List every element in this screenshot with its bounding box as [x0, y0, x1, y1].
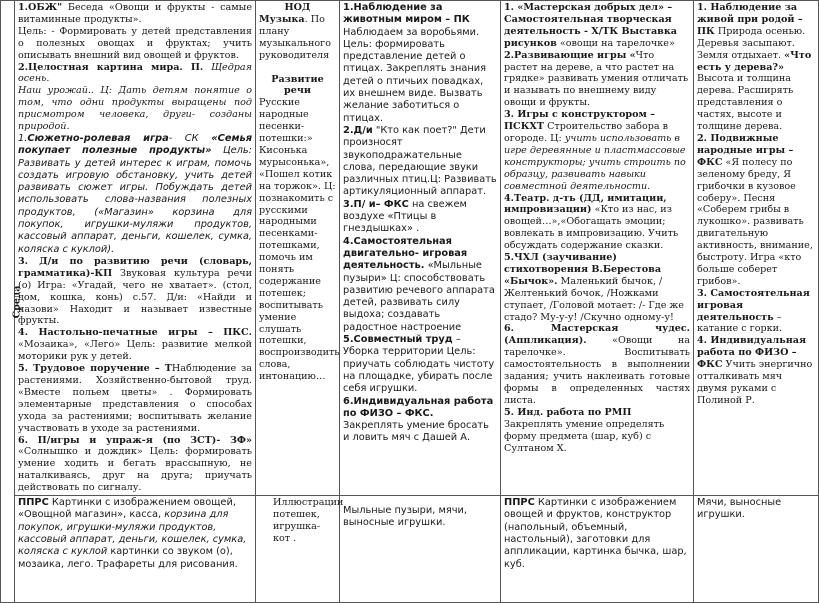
lessons-cell: [256, 1, 340, 496]
self-play-heading: 3. Самостоятельная игровая деятельность: [697, 287, 810, 323]
speech-text: Русские народные песенки-потешки:» Кисонька мурысонька», «Пошел котик на торжок». Ц: познакомить с русскими народными песенками-потешками, помочь им понять содержание потешек; воспитывать умение слушать потешки, воспроизводить слова, интонацию…: [259, 97, 340, 383]
environment-text-2: Иллюстрации потешек, игрушка-кот .: [273, 497, 344, 544]
environment-cell-2: [256, 496, 344, 603]
roleplay-title: «Семья покупает полезные продукты»: [18, 132, 252, 157]
environment-text-1: Картинки с изображением овощей, «Овощной магазин», касса,: [18, 497, 236, 521]
day-row: [1, 1, 819, 496]
math-work-heading: 5. Инд. работа по РМП: [504, 406, 632, 418]
labor-heading: 5. Трудовое поручение – Т: [18, 363, 172, 375]
environment-row: [1, 496, 819, 603]
environment-cell-5: [694, 496, 819, 603]
outdoor-games-text: «Солнышко и дождик» Цель: формировать умение ходить и бегать врассыпную, не наталкиваясь, друг на друга; приучать действовать по сигналу.: [18, 446, 252, 494]
nature-heading: 1. Наблюдение за живой при родой – ПК: [697, 2, 803, 37]
mobile-game-heading: 3.П/ и– ФКС: [343, 198, 409, 210]
roleplay-code: - СК: [168, 132, 199, 144]
individual-pe-text: Учить энергично отталкивать мяч двумя руками с Полиной Р.: [697, 359, 813, 406]
didactic-game-text: "Кто как поет?" Дети произносят звукоподражательные слова, передающие звуки различных птиц.Ц: Развивать артикуляционный аппарат.: [343, 124, 497, 198]
free-play-heading: 4.Самостоятельная двигательно- игровая деятельность.: [343, 235, 468, 272]
joint-labor-text: – Уборка территории Цель: приучать соблюдать чистоту на площадке, убирать после себя игрушки.: [343, 334, 495, 395]
mobile-game-text: на свежем воздухе «Птицы в гнездышках» .: [343, 198, 467, 235]
environment-cell-3: [340, 496, 501, 603]
nature-question: «Что есть у дерева?»: [697, 49, 812, 73]
speech-heading: Развитие речи: [271, 73, 324, 97]
individual-work-heading: 6.Индивидуальная работа по ФИЗО – ФКС.: [343, 395, 494, 419]
folk-games-heading: 2. Подвижные народные игры – ФКС: [697, 132, 794, 168]
speech-game-text: Звуковая культура речи (о) Игра: «Угадай, чего не хватает». (стол, дом, кошка, конь) с.57. Д/и: «Найди и назови» Находит и называет известные фрукты.: [18, 267, 252, 327]
nature-text-2: Высота и толщина дерева. Расширять представления о частях, высоте и толщине дерева.: [697, 73, 794, 133]
environment-text-5: Мячи, выносные игрушки.: [697, 497, 782, 521]
observation-text: Наблюдаем за воробьями. Цель: формировать представление детей о птицах. Закреплять знания детей о птичьих повадках, их внешнем виде. Вызвать желание заботиться о птицах.: [343, 26, 487, 124]
nature-text: Природа осенью. Деревья засыпают. Земля отдыхает.: [697, 25, 806, 61]
constructor-goal: учить использовать в игре деревянные и пластмассовые конструкторы; учить строить по образцу, развивать навыки совместной деятельности.: [504, 132, 686, 192]
free-play-text: «Мыльные пузыри» Ц: способствовать развитию речевого аппарата детей, развивать силу выдоха; создавать радостное настроение: [343, 260, 495, 333]
self-play-text: – катание с горки.: [697, 311, 783, 335]
workshop-text: «овощи на тарелочке»: [556, 37, 675, 49]
developing-games-heading: 2.Развивающие игры «: [504, 49, 636, 61]
obzh-goal: Цель: - Формировать у детей представления о полезных овощах и фруктах; учить описывать внешний вид овощей и фруктов.: [18, 25, 252, 61]
poem-heading: 5.ЧХЛ (заучивание) стихотворения В.Берестова «Бычок».: [504, 252, 662, 287]
didactic-game-heading: 2.Д/и: [343, 124, 373, 136]
individual-work-text: Закреплять умение бросать и ловить мяч с Дашей А.: [343, 420, 489, 444]
day-label: Среда: [11, 285, 23, 318]
speech-game-heading: 3. Д/и по развитию речи (словарь, грамматика)-КП: [18, 255, 252, 279]
theatre-heading: 4.Театр. д-ть (ДД, имитации, импровизации): [504, 192, 667, 216]
evening-activities-cell: [501, 1, 694, 496]
environment-text-1-italic: корзина для покупок, игрушки-муляжи продуктов, кассовый аппарат, деньги, кошелек, сумка, коляска с куклой: [18, 509, 247, 558]
workshop-heading: 1. «Мастерская добрых дел» – Самостоятельная творческая деятельность - Х/ТК Выставка рисунков: [504, 2, 677, 49]
lessons-title: НОД: [284, 2, 311, 13]
constructor-text: Строительство забора в огороде. Ц:: [504, 121, 669, 144]
walk-cell: [340, 1, 501, 496]
roleplay-text: Цель: Развивать у детей интерес к играм, помочь создать игровую обстановку, учить детей развивать сюжет игры. Побуждать детей использовать слова-названия полезных продуктов, («Магазин» корзина для покупок, игрушки-муляжи продуктов, кассовый аппарат, деньги, кошелек, сумка, коляска с куклой).: [18, 145, 252, 255]
board-games-heading: 4. Настольно-печатные игры – ПКС.: [18, 327, 252, 339]
environment-cell-1: [15, 496, 256, 603]
evening-walk-cell: [694, 1, 819, 496]
world-text: Наш урожай.. Ц: Дать детям понятие о том, что одни продукты выращены под присмотром человека, други- созданы природой.: [18, 85, 252, 133]
obzh-text: Беседа «Овощи и фрукты - самые витаминные продукты».: [18, 2, 252, 25]
joint-labor-heading: 5.Совместный труд: [343, 334, 453, 346]
outdoor-games-heading: 6. П/игры и упраж-я (по ЗСТ)- ЗФ»: [18, 434, 252, 446]
environment-heading-1: ППРС: [18, 497, 49, 509]
world-heading: 2.Целостная картина мира. П.: [18, 61, 204, 73]
music-heading: Музыка: [259, 13, 305, 25]
board-games-text: «Мозаика», «Лего» Цель: развитие мелкой моторики рук у детей.: [18, 339, 252, 363]
environment-heading-4: ППРС: [504, 497, 535, 509]
constructor-heading: 3. Игры с конструктором – ПСКХТ: [504, 109, 655, 133]
world-topic: Щедрая осень.: [18, 61, 253, 85]
environment-text-4: Картинки с изображением овощей и фруктов, конструктор (напольный, объемный, настольный), заготовки для аппликации, картинка бычка, шар, куб.: [504, 497, 687, 570]
applique-heading: 6. Мастерская чудес. (Аппликация).: [504, 323, 690, 347]
poem-text: Маленький бычок, /Желтенький бочок, /Ножками ступает, /Головой мотает: /- Где же стадо? Му-у-у! /Скучно одному-у!: [504, 275, 684, 323]
folk-games-text: «Я полесу по зеленому бреду, Я грибочки в кузовое соберу». Песня «Соберем грибы в лукошко». развивать двигательную активность, внимание, быстроту. Игра «кто больше соберет грибов».: [697, 156, 813, 287]
labor-text: Наблюдение за растениями. Хозяйственно-бытовой труд. «Вместе польем цветы» . Формировать элементарные представления о способах ухода за растениями; воспитывать желание участвовать в уходе за растениями.: [18, 363, 252, 434]
environment-text-1-end: картинки со звуком (о), мозаика, лего. Трафареты для рисования.: [18, 546, 238, 570]
morning-activities-cell: [15, 1, 256, 496]
roleplay-heading: Сюжетно-ролевая игра: [27, 132, 169, 144]
music-text: . По плану музыкального руководителя: [259, 13, 331, 61]
observation-heading: 1.Наблюдение за животным миром – ПК: [343, 2, 470, 26]
day-cell: [1, 1, 23, 603]
obzh-heading: 1.ОБЖ": [18, 2, 63, 13]
theatre-text: «Кто из нас, из овощей…»,«Обогащать эмоции; вовлекать в импровизацию. Учить обсуждать содержание сказки.: [504, 204, 679, 252]
math-work-text: Закреплять умение определять форму предмета (шар, куб) с Султаном Х.: [504, 418, 665, 454]
environment-text-3: Мыльные пузыри, мячи, выносные игрушки.: [343, 505, 468, 529]
developing-games-text: Что растет на дереве, а что растет на грядке» развивать умения отличать и называть по внешнему виду овощи и фрукты.: [504, 49, 689, 109]
individual-pe-heading: 4. Индивидуальная работа по ФИЗО – ФКС: [697, 335, 807, 371]
environment-cell-4: [501, 496, 694, 603]
applique-text: «Овощи на тарелочке». Воспитывать самостоятельность в выполнении задания; учить наклеивать готовые формы в определенных частях листа.: [504, 335, 690, 406]
roleplay-num: 1.: [18, 132, 28, 144]
